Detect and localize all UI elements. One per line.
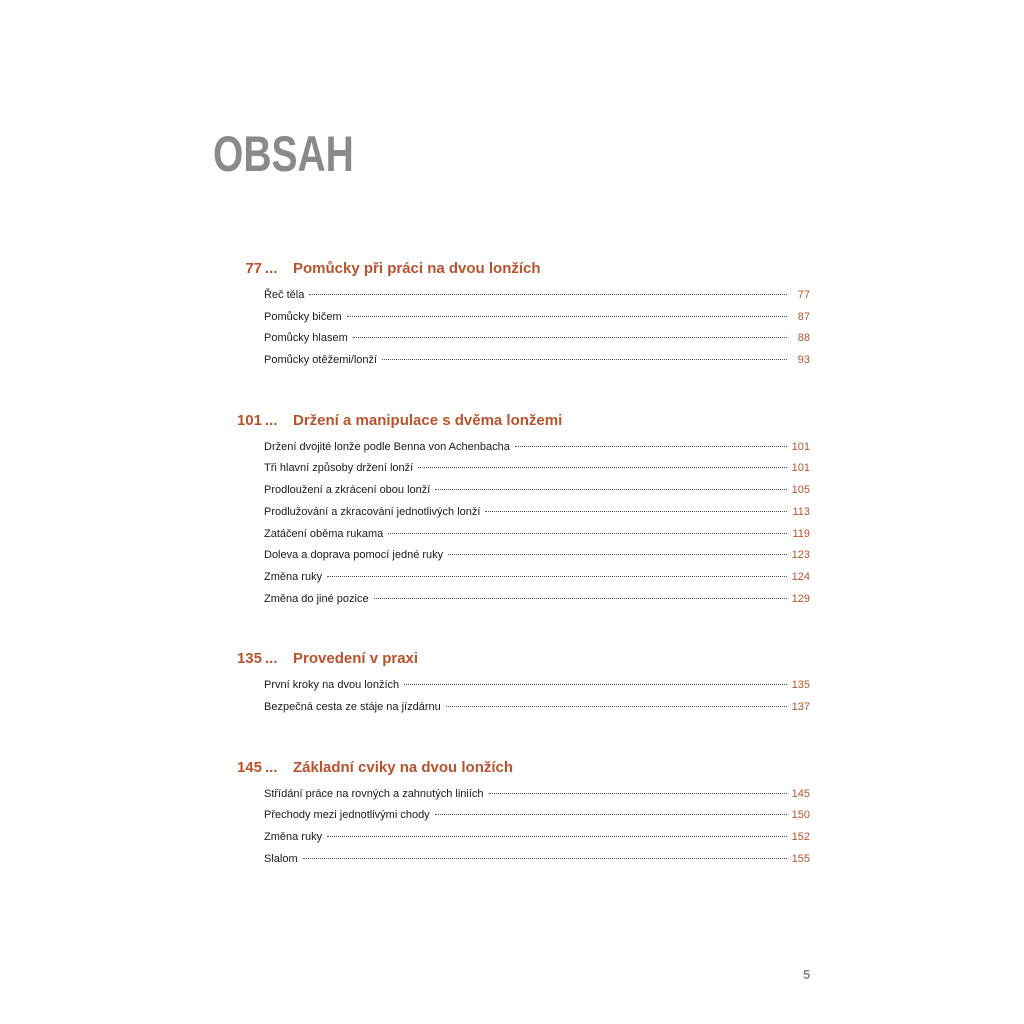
entry-page-number: 145 — [791, 787, 810, 800]
entry-page-number: 150 — [791, 809, 810, 822]
entry-label: Pomůcky bičem — [264, 310, 342, 323]
toc-entry[interactable] — [264, 311, 810, 333]
entry-page-number: 123 — [791, 549, 810, 562]
entry-page-number: 152 — [791, 831, 810, 843]
toc-entry[interactable] — [264, 484, 810, 506]
toc-section-101 — [180, 412, 810, 615]
entry-label: Změna ruky — [264, 831, 323, 843]
section-header[interactable] — [180, 260, 810, 284]
dot-leader — [485, 511, 787, 512]
entry-page-number: 119 — [792, 527, 810, 540]
entry-label: Doleva a doprava pomocí jedné ruky — [264, 549, 444, 562]
section-title: Základní cviky na dvou lonžích — [293, 758, 514, 776]
entry-page-number: 87 — [797, 310, 810, 323]
section-title: Provedení v praxi — [293, 650, 419, 668]
dot-leader — [418, 467, 786, 468]
section-separator: ... — [265, 758, 278, 776]
section-title: Držení a manipulace s dvěma lonžemi — [293, 411, 563, 429]
section-entries — [180, 441, 810, 615]
entry-label: Prodlužování a zkracování jednotlivých lonží — [264, 505, 481, 518]
section-separator: ... — [265, 411, 278, 429]
section-title: Pomůcky při práci na dvou lonžích — [293, 260, 541, 277]
toc-entry[interactable] — [264, 354, 810, 376]
entry-page-number: 113 — [792, 505, 810, 518]
section-entries — [180, 788, 810, 875]
toc-entry[interactable] — [264, 571, 810, 593]
entry-label: Zatáčení oběma rukama — [264, 527, 384, 540]
entry-label: Slalom — [264, 852, 298, 865]
section-separator: ... — [265, 260, 278, 277]
entry-page-number: 135 — [791, 679, 810, 692]
section-page-number: 101 — [236, 411, 262, 429]
toc-entry[interactable] — [264, 701, 810, 723]
dot-leader — [327, 576, 787, 577]
entry-label: Střídání práce na rovných a zahnutých liniích — [264, 787, 484, 800]
entry-label: Pomůcky otěžemi/lonží — [264, 354, 378, 367]
dot-leader — [448, 554, 786, 555]
entry-label: Změna do jiné pozice — [264, 592, 369, 605]
section-page-number: 135 — [236, 650, 262, 668]
entry-label: Tři hlavní způsoby držení lonží — [264, 462, 414, 475]
entry-page-number: 105 — [791, 484, 810, 497]
toc-entry[interactable] — [264, 441, 810, 463]
entry-label: Bezpečná cesta ze stáje na jízdárnu — [264, 700, 441, 713]
entry-page-number: 77 — [797, 289, 810, 301]
entry-label: Pomůcky hlasem — [264, 332, 348, 345]
toc-entry[interactable] — [264, 788, 810, 810]
entry-label: Změna ruky — [264, 570, 323, 583]
dot-leader — [515, 446, 787, 447]
entry-page-number: 88 — [797, 332, 810, 345]
dot-leader — [404, 684, 787, 685]
section-page-number: 145 — [236, 758, 262, 776]
toc-entry[interactable] — [264, 853, 810, 875]
toc-entry[interactable] — [264, 809, 810, 831]
dot-leader — [353, 337, 787, 338]
toc-entry[interactable] — [264, 332, 810, 354]
section-entries — [180, 289, 810, 376]
dot-leader — [303, 858, 787, 859]
section-separator: ... — [265, 650, 278, 668]
toc-entry[interactable] — [264, 593, 810, 615]
dot-leader — [446, 706, 787, 707]
toc-section-145 — [180, 759, 810, 875]
entry-page-number: 101 — [791, 462, 810, 475]
dot-leader — [489, 793, 787, 794]
toc-section-77 — [180, 260, 810, 376]
toc-entry[interactable] — [264, 831, 810, 853]
entry-page-number: 155 — [791, 852, 810, 865]
section-header[interactable] — [180, 759, 810, 783]
page-title: OBSAH — [213, 126, 354, 182]
page-number: 5 — [803, 967, 811, 982]
toc-entry[interactable] — [264, 679, 810, 701]
entry-label: Řeč těla — [264, 289, 305, 301]
entry-label: Prodloužení a zkrácení obou lonží — [264, 484, 431, 497]
section-header[interactable] — [180, 412, 810, 436]
dot-leader — [309, 294, 787, 295]
entry-page-number: 129 — [791, 592, 810, 605]
entry-page-number: 101 — [791, 440, 810, 453]
entry-page-number: 124 — [791, 570, 810, 583]
table-of-contents — [180, 260, 810, 910]
entry-label: Držení dvojité lonže podle Benna von Achenbacha — [264, 440, 510, 453]
section-entries — [180, 679, 810, 722]
entry-page-number: 93 — [797, 354, 810, 367]
entry-label: První kroky na dvou lonžích — [264, 679, 400, 692]
dot-leader — [388, 533, 787, 534]
dot-leader — [435, 489, 786, 490]
toc-entry[interactable] — [264, 462, 810, 484]
section-page-number: 77 — [245, 260, 262, 277]
entry-page-number: 137 — [791, 700, 810, 713]
entry-label: Přechody mezi jednotlivými chody — [264, 809, 430, 822]
dot-leader — [374, 598, 787, 599]
section-header[interactable] — [180, 650, 810, 674]
dot-leader — [327, 836, 787, 837]
toc-entry[interactable] — [264, 506, 810, 528]
toc-entry[interactable] — [264, 528, 810, 550]
dot-leader — [347, 316, 787, 317]
toc-entry[interactable] — [264, 549, 810, 571]
toc-section-135 — [180, 650, 810, 722]
toc-entry[interactable] — [264, 289, 810, 311]
dot-leader — [382, 359, 787, 360]
dot-leader — [435, 814, 787, 815]
